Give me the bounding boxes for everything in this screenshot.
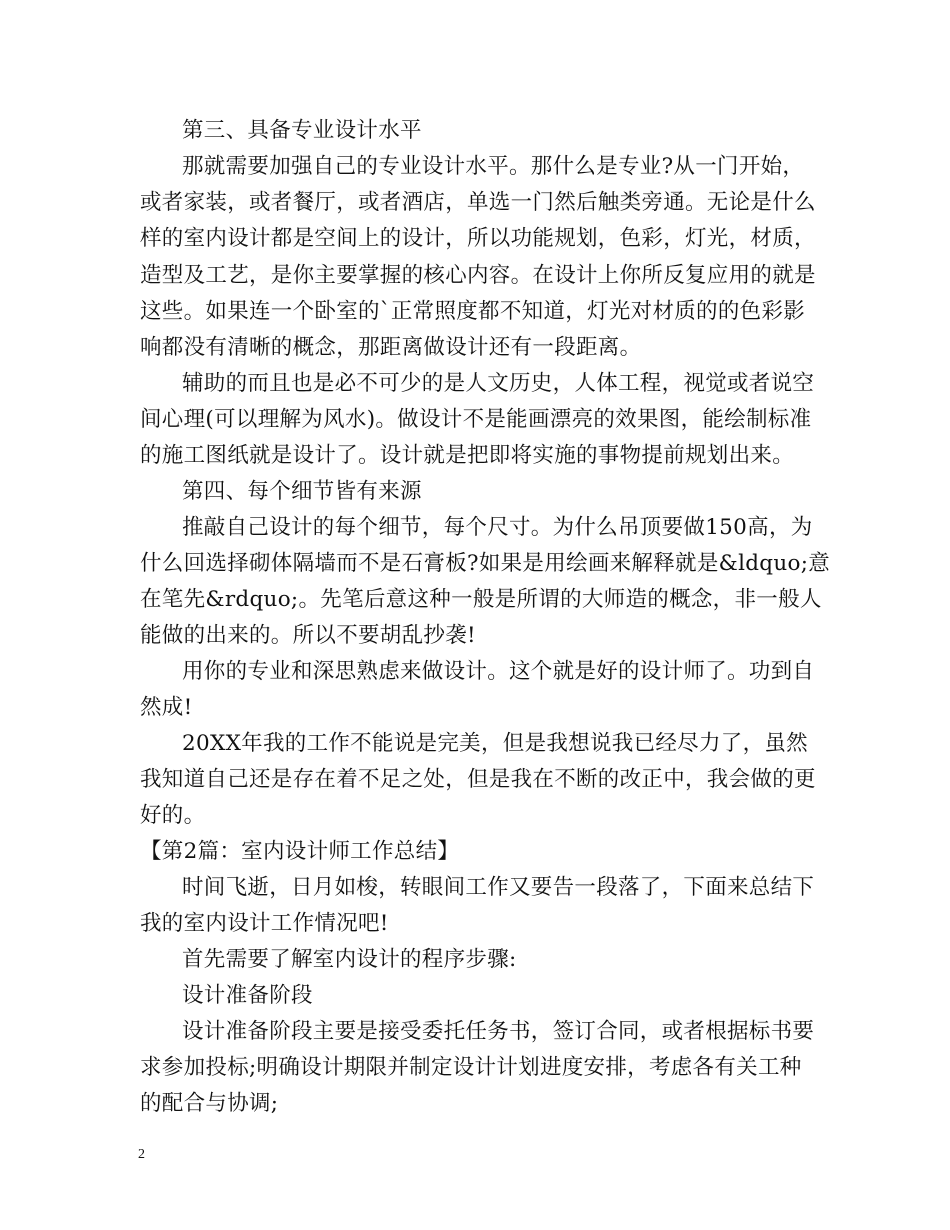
paragraph-line: 能做的出来的。所以不要胡乱抄袭! [140,623,476,648]
paragraph-line: 或者家装，或者餐厅，或者酒店，单选一门然后触类旁通。无论是什么 [140,190,816,215]
article-title: 【第2篇：室内设计师工作总结】 [140,839,460,864]
paragraph-line: 求参加投标;明确设计期限并制定设计计划进度安排，考虑各有关工种 [140,1055,802,1080]
paragraph-line: 这些。如果连一个卧室的`正常照度都不知道，灯光对材质的的色彩影 [140,299,806,324]
subsection-heading: 设计准备阶段 [182,983,313,1008]
paragraph-line: 样的室内设计都是空间上的设计，所以功能规划，色彩，灯光，材质， [140,226,816,251]
section-heading-3: 第三、具备专业设计水平 [182,118,422,143]
paragraph-line: 辅助的而且也是必不可少的是人文历史，人体工程，视觉或者说空 [182,371,815,396]
paragraph-line: 间心理(可以理解为风水)。做设计不是能画漂亮的效果图，能绘制标准 [140,407,812,432]
paragraph-line: 设计准备阶段主要是接受委托任务书，签订合同，或者根据标书要 [182,1019,815,1044]
paragraph-line: 那就需要加强自己的专业设计水平。那什么是专业?从一门开始， [182,154,805,179]
paragraph-line: 我知道自己还是存在着不足之处，但是我在不断的改正中，我会做的更 [140,767,816,792]
paragraph-line: 造型及工艺，是你主要掌握的核心内容。在设计上你所反复应用的就是 [140,263,816,288]
paragraph-line: 我的室内设计工作情况吧! [140,911,389,936]
paragraph-line: 20XX年我的工作不能说是完美，但是我想说我已经尽力了，虽然 [182,731,808,756]
paragraph-line: 在笔先&rdquo;。先笔后意这种一般是所谓的大师造的概念，非一般人 [140,587,822,612]
paragraph-line: 的施工图纸就是设计了。设计就是把即将实施的事物提前规划出来。 [140,443,795,468]
paragraph-line: 时间飞逝，日月如梭，转眼间工作又要告一段落了，下面来总结下 [182,875,815,900]
paragraph-line: 推敲自己设计的每个细节，每个尺寸。为什么吊顶要做150高，为 [182,515,813,540]
paragraph-line: 响都没有清晰的概念，那距离做设计还有一段距离。 [140,335,642,360]
paragraph-line: 什么回选择砌体隔墙而不是石膏板?如果是用绘画来解释就是&ldquo;意 [140,551,831,576]
page-number: 2 [138,1147,145,1162]
paragraph-line: 好的。 [140,803,206,828]
paragraph-line: 用你的专业和深思熟虑来做设计。这个就是好的设计师了。功到自 [182,659,815,684]
paragraph-line: 的配合与协调; [140,1091,279,1116]
section-heading-4: 第四、每个细节皆有来源 [182,479,422,504]
paragraph-line: 首先需要了解室内设计的程序步骤: [182,947,517,972]
paragraph-line: 然成! [140,695,193,720]
